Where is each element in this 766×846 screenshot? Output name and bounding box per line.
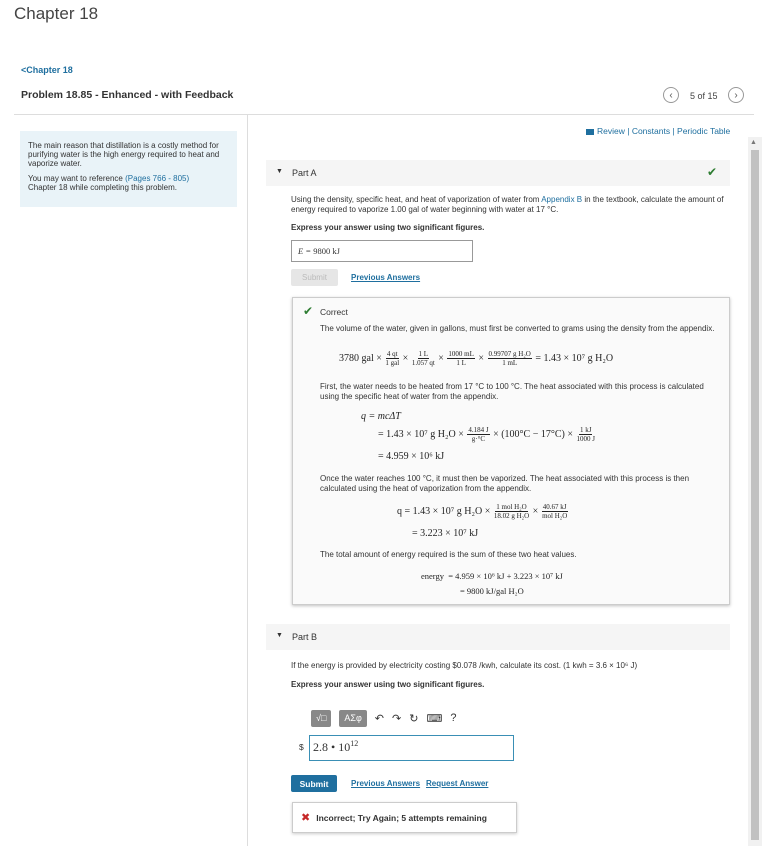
part-b-previous-answers-link[interactable]: Previous Answers (351, 779, 421, 788)
equation-2-line-3: = 4.959 × 10⁶ kJ (378, 451, 445, 462)
incorrect-message: Incorrect; Try Again; 5 attempts remaining (316, 812, 487, 823)
feedback-para-3: Once the water reaches 100 °C, it must then be vaporized. The heat associated with this process is then calculated using the heat of vaporization from the appendix. (320, 474, 690, 493)
math-toolbar (311, 709, 456, 727)
equation-3-line-2: = 3.223 × 10⁷ kJ (412, 528, 479, 539)
resources-links: Review | Constants | Periodic Table (586, 126, 730, 136)
chapter-title: Chapter 18 (14, 4, 99, 23)
incorrect-feedback-box (292, 802, 517, 833)
part-a-answer-field: E = 9800 kJ (291, 240, 473, 262)
scrollbar-thumb[interactable] (751, 150, 759, 840)
part-a-submit-button[interactable]: Submit (291, 269, 338, 286)
problem-title: Problem 18.85 - Enhanced - with Feedback (21, 89, 234, 101)
feedback-status: Correct (320, 307, 348, 317)
feedback-para-2: First, the water needs to be heated from 17 °C to 100 °C. The heat associated with this process is calculated using the specific heat of water from the appendix. (320, 382, 704, 401)
part-a-header[interactable] (266, 160, 730, 186)
reset-icon[interactable]: ↻ (409, 712, 419, 725)
page-count: 5 of 15 (690, 91, 718, 101)
appendix-b-link[interactable]: Appendix B (541, 195, 583, 204)
check-icon: ✔ (707, 165, 718, 179)
part-b-answer-input[interactable]: 2.8 • $10^{12}$ (309, 735, 514, 761)
keyboard-icon[interactable]: ⌨ (426, 712, 443, 725)
templates-button[interactable]: √□ (311, 710, 331, 727)
feedback-para-4: The total amount of energy required is the sum of these two heat values. (320, 550, 577, 559)
part-b-submit-button[interactable]: Submit (291, 775, 337, 792)
chevron-left-icon: ‹ (669, 89, 673, 101)
part-b-instruction: Express your answer using two significant figures. (291, 680, 485, 689)
review-link[interactable]: Review (597, 126, 625, 136)
equation-2-line-2: = 1.43 × 10⁷ g H₂O × $\frac{4.184 J}{g\cdot^\circ C}$ × (100°C − 17°C) × $\frac{1 kJ}{1000 J}$ (378, 426, 595, 443)
symbols-button[interactable]: ΑΣφ (339, 710, 366, 727)
check-icon: ✔ (303, 304, 314, 318)
feedback-correct-box (292, 297, 730, 605)
undo-icon[interactable]: ↶ (374, 712, 385, 725)
pages-reference-link[interactable]: (Pages 766 - 805) (125, 174, 190, 183)
equation-1: 3780 gal × $\frac{4 qt}{\text{1 gal}}$ × $\frac{1 L}{1.057 qt}$ × $\frac{1000 mL}{1 L}$ × $\frac{\text{0.99707 g H₂O}}{1 mL}$ = 1.43 × 10⁷ g H₂O (339, 350, 614, 367)
intro-text: The main reason that distillation is a costly method for purifying water is the high energy required to heat and vaporize water. (28, 141, 220, 168)
feedback-para-1: The volume of the water, given in gallons, must first be converted to grams using the density from the appendix. (320, 324, 715, 333)
column-divider (247, 114, 248, 846)
collapse-triangle-icon: ▼ (276, 168, 283, 175)
chevron-right-icon: › (734, 89, 738, 101)
reference-text: You may want to reference (Pages 766 - 805) Chapter 18 while completing this problem. (28, 174, 190, 192)
previous-problem-button[interactable] (663, 87, 679, 103)
part-b-question: If the energy is provided by electricity costing $0.078 /kwh, calculate its cost. (1 kwh = 3.6 × 10⁶ J) (291, 661, 638, 670)
part-b-header[interactable] (266, 624, 730, 650)
problem-intro-panel (20, 131, 237, 207)
help-icon[interactable]: ? (450, 712, 457, 724)
constants-link[interactable]: Constants (631, 126, 671, 136)
header-divider (14, 114, 754, 115)
periodic-table-link[interactable]: Periodic Table (677, 126, 731, 136)
x-icon: ✖ (301, 812, 311, 824)
scroll-up-icon[interactable]: ▲ (750, 139, 757, 146)
currency-label: $ (299, 742, 304, 752)
equation-2-line-1: q = mcΔT (361, 411, 401, 422)
part-a-label: Part A (292, 168, 317, 178)
next-problem-button[interactable] (728, 87, 744, 103)
equation-3-line-1: q = 1.43 × 10⁷ g H₂O × $\frac{\text{1 mol H₂O}}{\text{18.02 g H₂O}}$ × $\frac{40.67 kJ}{\text{mol H₂O}}$ (397, 503, 568, 520)
request-answer-link[interactable]: Request Answer (426, 779, 489, 788)
part-b-label: Part B (292, 632, 318, 642)
equation-4-line-1: energy = 4.959 × 10⁶ kJ + 3.223 × 10⁷ kJ (421, 571, 563, 581)
back-to-chapter-link[interactable]: <Chapter 18 (21, 65, 73, 75)
redo-icon[interactable]: ↷ (392, 712, 402, 725)
collapse-triangle-icon: ▼ (276, 632, 283, 639)
book-icon (586, 129, 594, 135)
part-a-question: Using the density, specific heat, and heat of vaporization of water from Appendix B in the textbook, calculate the amount of energy required to vaporize 1.00 gal of water beginning with water at 17 °C. (291, 195, 724, 214)
part-a-previous-answers-link[interactable]: Previous Answers (351, 273, 421, 282)
equation-4-line-2: = 9800 kJ/gal H₂O (460, 586, 524, 596)
part-a-instruction: Express your answer using two significant figures. (291, 223, 485, 232)
chevron-left-icon: < (21, 65, 27, 75)
